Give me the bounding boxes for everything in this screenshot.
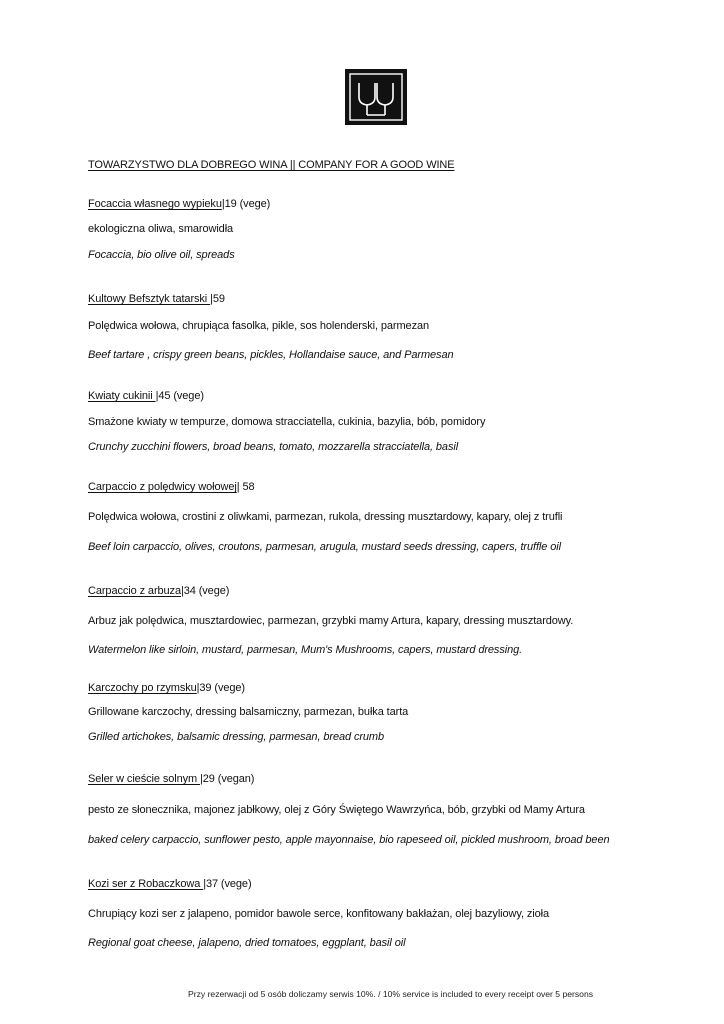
menu-item-heading [88,584,229,598]
menu-item-price: |34 (vege) [180,585,230,597]
menu-item-desc-en: baked celery carpaccio, sunflower pesto, apple mayonnaise, bio rapeseed oil, pickled mushroom, broad been [88,834,610,846]
menu-item-name: Carpaccio z arbuza [88,585,181,597]
menu-item-price: |29 (vegan) [200,773,255,785]
menu-item-name: Focaccia własnego wypieku [88,198,222,210]
menu-item-name: Kultowy Befsztyk tatarski [88,293,211,305]
menu-item-heading [88,389,204,403]
menu-item-heading [88,480,254,494]
menu-item-desc-pl: pesto ze słonecznika, majonez jabłkowy, olej z Góry Świętego Wawrzyńca, bób, grzybki od Mamy Artura [88,804,585,816]
menu-item-heading [88,292,225,306]
menu-item-desc-pl: ekologiczna oliwa, smarowidła [88,223,234,235]
menu-title: TOWARZYSTWO DLA DOBREGO WINA || COMPANY FOR A GOOD WINE [88,159,455,171]
menu-item-desc-pl: Smażone kwiaty w tempurze, domowa stracciatella, cukinia, bazylia, bób, pomidory [88,416,486,428]
menu-item-heading [88,197,270,211]
wine-glasses-monogram-icon [345,69,407,125]
footer-note: Przy rezerwacji od 5 osób doliczamy serwis 10%. / 10% service is included to every receipt over 5 persons [188,989,594,999]
menu-item-desc-pl: Polędwica wołowa, chrupiąca fasolka, pikle, sos holenderski, parmezan [88,320,430,332]
menu-item-desc-pl: Arbuz jak polędwica, musztardowiec, parmezan, grzybki mamy Artura, kapary, dressing musztardowy. [88,615,574,627]
menu-item-desc-en: Regional goat cheese, jalapeno, dried tomatoes, eggplant, basil oil [88,937,406,949]
menu-item-name: Karczochy po rzymsku [88,682,197,694]
menu-item-price: |59 [210,293,225,305]
menu-item-desc-en: Focaccia, bio olive oil, spreads [88,249,235,261]
menu-item-name: Kozi ser z Robaczkowa [88,878,204,890]
menu-item-heading [88,772,254,786]
menu-item-desc-en: Beef tartare , crispy green beans, pickles, Hollandaise sauce, and Parmesan [88,349,454,361]
menu-item-price: | 58 [236,481,255,493]
menu-item-desc-pl: Grillowane karczochy, dressing balsamiczny, parmezan, bułka tarta [88,706,409,718]
menu-item-name: Seler w cieście solnym [88,773,201,785]
menu-item-desc-en: Grilled artichokes, balsamic dressing, parmesan, bread crumb [88,731,385,743]
menu-item-price: |37 (vege) [203,878,252,890]
menu-item-desc-en: Watermelon like sirloin, mustard, parmesan, Mum's Mushrooms, capers, mustard dressing. [88,644,523,656]
menu-item-name: Carpaccio z polędwicy wołowej [88,481,237,493]
logo [345,69,407,125]
menu-item-desc-pl: Polędwica wołowa, crostini z oliwkami, parmezan, rukola, dressing musztardowy, kapary, olej z trufli [88,511,563,523]
menu-item-heading [88,877,252,891]
menu-item-price: |45 (vege) [155,390,204,402]
menu-item-price: |39 (vege) [196,682,245,694]
menu-item-desc-en: Crunchy zucchini flowers, broad beans, tomato, mozzarella stracciatella, basil [88,441,459,453]
menu-item-desc-pl: Chrupiący kozi ser z jalapeno, pomidor bawole serce, konfitowany bakłażan, olej bazyliowy, zioła [88,908,549,920]
menu-item-desc-en: Beef loin carpaccio, olives, croutons, parmesan, arugula, mustard seeds dressing, capers, truffle oil [88,541,561,553]
menu-item-heading [88,681,245,695]
menu-item-price: |19 (vege) [221,198,271,210]
menu-item-name: Kwiaty cukinii [88,390,156,402]
